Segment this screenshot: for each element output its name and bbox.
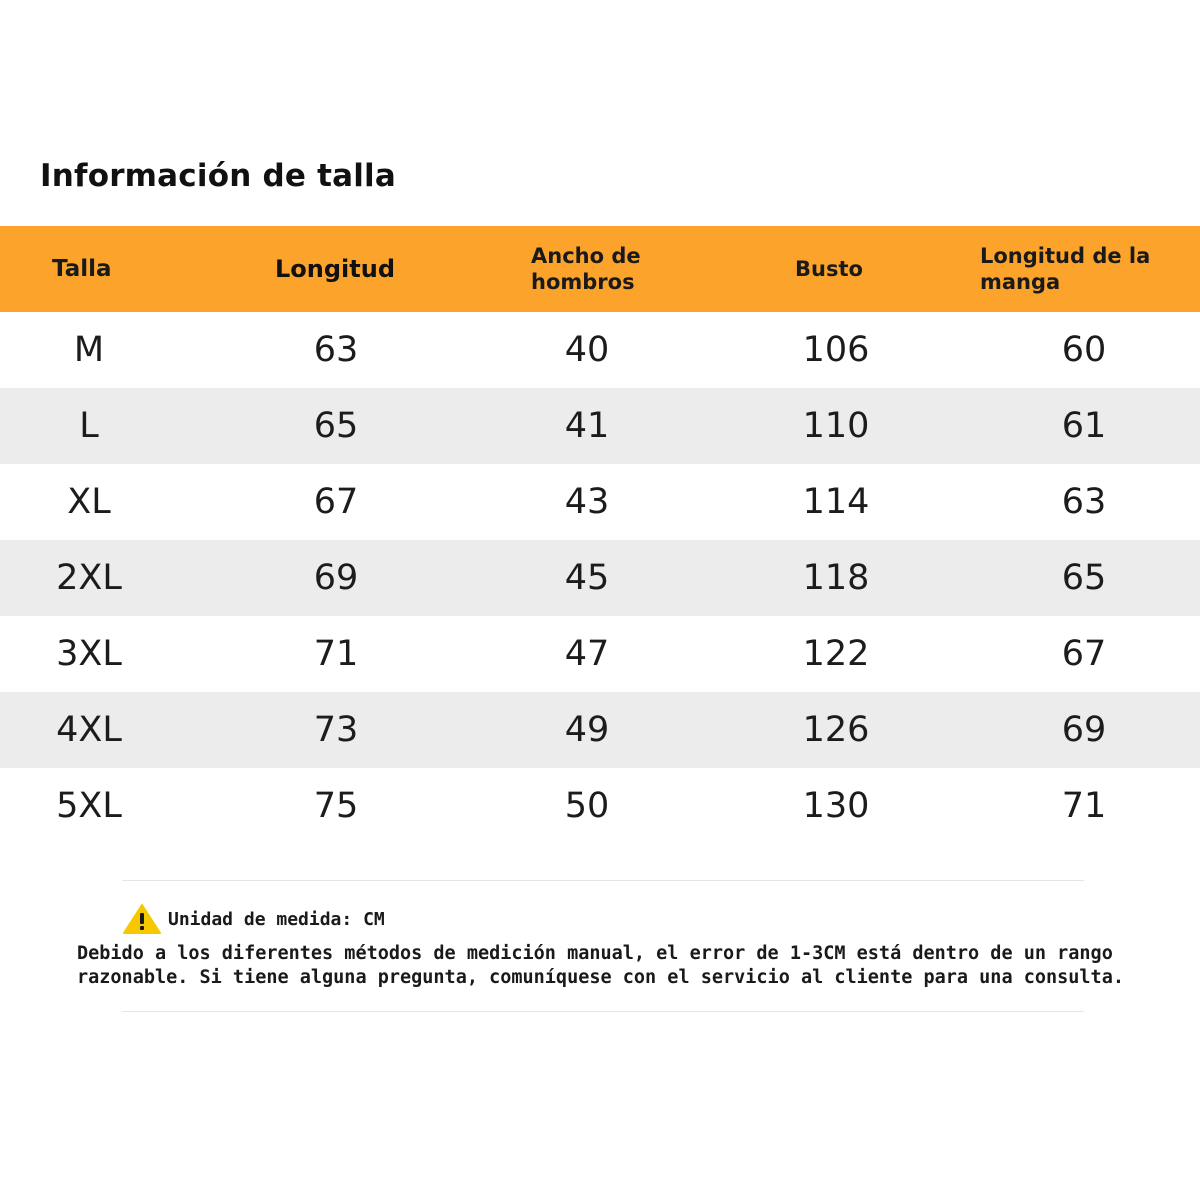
cell-ancho-hombros: 43 (564, 482, 610, 522)
cell-longitud: 71 (313, 634, 359, 674)
cell-longitud: 75 (313, 786, 359, 826)
cell-longitud-manga: 69 (1061, 710, 1107, 750)
cell-talla: 2XL (56, 558, 122, 598)
cell-busto: 122 (802, 634, 870, 674)
cell-longitud: 63 (313, 330, 359, 370)
cell-talla: 3XL (56, 634, 122, 674)
table-header (0, 226, 1200, 312)
cell-talla: 5XL (56, 786, 122, 826)
cell-longitud-manga: 61 (1061, 406, 1107, 446)
cell-ancho-hombros: 40 (564, 330, 610, 370)
cell-longitud-manga: 60 (1061, 330, 1107, 370)
cell-busto: 126 (802, 710, 870, 750)
table-row (0, 768, 1200, 844)
unit-line (122, 903, 385, 935)
header-ancho-de-hombros: Ancho de hombros (531, 244, 641, 294)
cell-busto: 106 (802, 330, 870, 370)
cell-talla: 4XL (56, 710, 122, 750)
header-busto: Busto (795, 257, 863, 281)
cell-talla: L (79, 406, 99, 446)
cell-busto: 130 (802, 786, 870, 826)
size-table (0, 226, 1200, 844)
cell-busto: 114 (802, 482, 870, 522)
cell-longitud: 67 (313, 482, 359, 522)
cell-longitud-manga: 63 (1061, 482, 1107, 522)
cell-talla: XL (67, 482, 111, 522)
cell-ancho-hombros: 49 (564, 710, 610, 750)
header-talla: Talla (52, 256, 112, 282)
disclaimer-text: Debido a los diferentes métodos de medición manual, el error de 1-3CM está dentro de un rango razonable. Si tiene alguna pregunta, comuníquese con el servicio al cliente para una consulta. (77, 943, 1124, 988)
table-row (0, 464, 1200, 540)
page-title: Información de talla (40, 158, 396, 194)
cell-longitud: 69 (313, 558, 359, 598)
cell-ancho-hombros: 50 (564, 786, 610, 826)
table-row (0, 388, 1200, 464)
table-row (0, 616, 1200, 692)
cell-longitud-manga: 67 (1061, 634, 1107, 674)
table-row (0, 540, 1200, 616)
table-row (0, 692, 1200, 768)
cell-ancho-hombros: 45 (564, 558, 610, 598)
cell-busto: 118 (802, 558, 870, 598)
cell-longitud: 65 (313, 406, 359, 446)
cell-ancho-hombros: 47 (564, 634, 610, 674)
cell-talla: M (73, 330, 105, 370)
cell-longitud-manga: 65 (1061, 558, 1107, 598)
cell-busto: 110 (802, 406, 870, 446)
cell-ancho-hombros: 41 (564, 406, 610, 446)
unit-label: Unidad de medida: CM (168, 908, 385, 930)
header-longitud-manga: Longitud de la manga (980, 244, 1151, 294)
cell-longitud: 73 (313, 710, 359, 750)
header-longitud: Longitud (275, 255, 396, 283)
table-row (0, 312, 1200, 388)
warning-icon (122, 903, 162, 935)
cell-longitud-manga: 71 (1061, 786, 1107, 826)
